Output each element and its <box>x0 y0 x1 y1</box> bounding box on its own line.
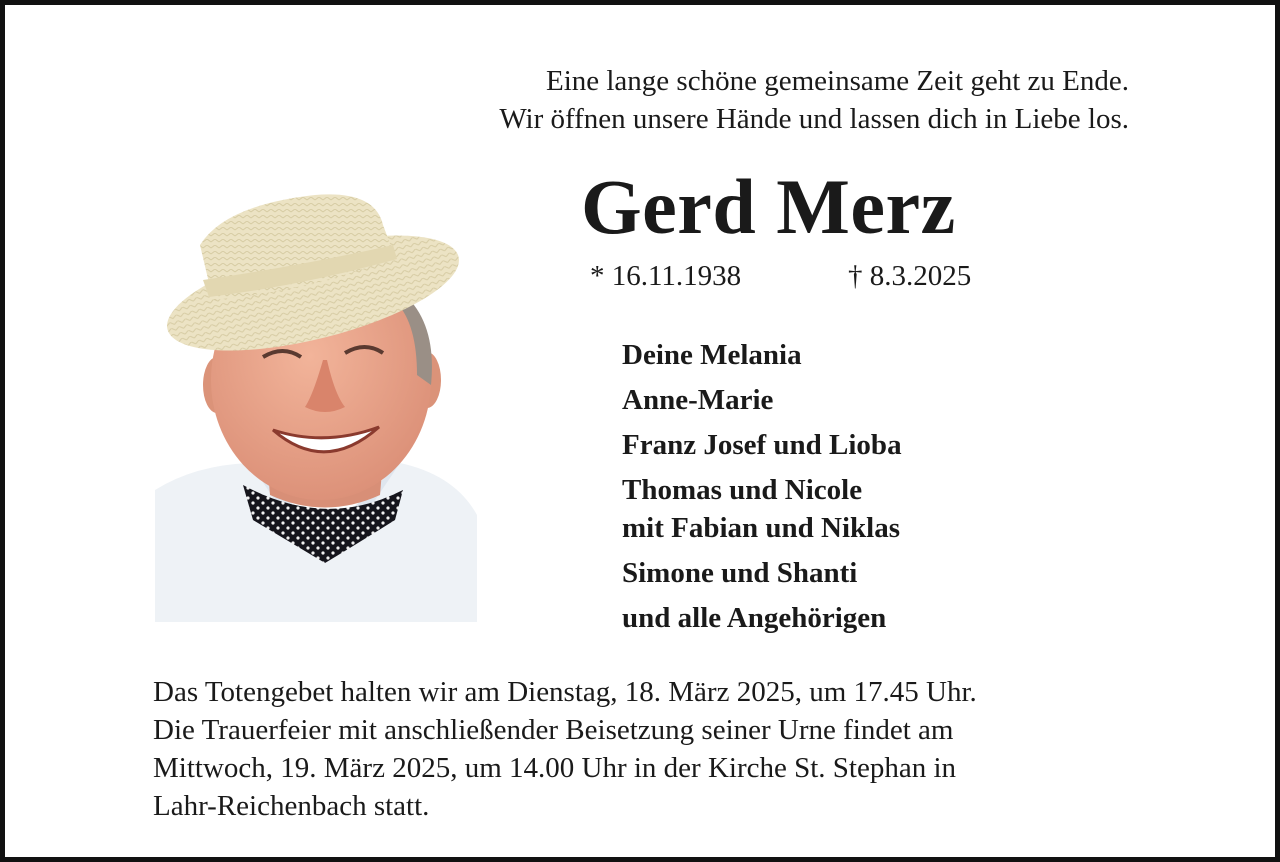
death-date: † 8.3.2025 <box>848 260 972 292</box>
family-line: Anne-Marie <box>622 384 774 416</box>
birth-date: * 16.11.1938 <box>590 260 742 292</box>
family-line: Deine Melania <box>622 339 802 371</box>
family-line: und alle Angehörigen <box>622 602 887 634</box>
life-dates <box>590 260 972 293</box>
service-notice <box>153 673 1153 825</box>
family-line: Franz Josef und Lioba <box>622 429 902 461</box>
notice-line: Das Totengebet halten wir am Dienstag, 18. März 2025, um 17.45 Uhr. <box>153 676 977 708</box>
motto <box>499 62 1129 138</box>
motto-line: Wir öffnen unsere Hände und lassen dich in Liebe los. <box>499 103 1129 135</box>
deceased-name: Gerd Merz <box>581 163 956 250</box>
notice-line: Die Trauerfeier mit anschließender Beisetzung seiner Urne findet am <box>153 714 954 746</box>
family-list <box>622 329 902 637</box>
family-line: Thomas und Nicole <box>622 474 863 506</box>
portrait-photo <box>155 185 477 622</box>
notice-line: Mittwoch, 19. März 2025, um 14.00 Uhr in der Kirche St. Stephan in <box>153 752 957 784</box>
motto-line: Eine lange schöne gemeinsame Zeit geht zu Ende. <box>545 65 1129 97</box>
family-line: mit Fabian und Niklas <box>622 512 901 544</box>
family-line: Simone und Shanti <box>622 557 858 589</box>
notice-line: Lahr-Reichenbach statt. <box>153 790 430 822</box>
